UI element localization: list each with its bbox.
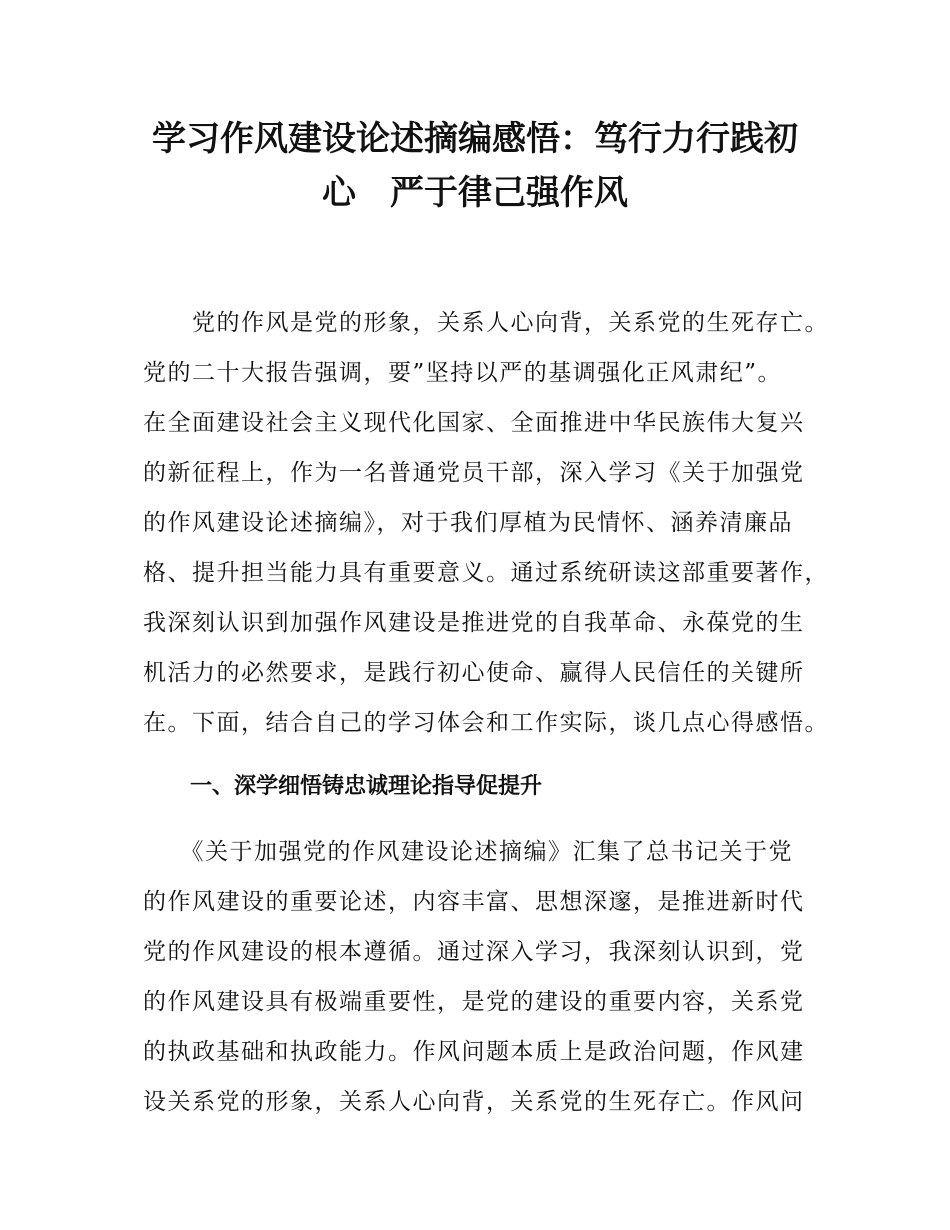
paragraph-line: 的执政基础和执政能力。作风问题本质上是政治问题，作风建 xyxy=(143,1039,805,1065)
paragraph-line: 党的作风建设的根本遵循。通过深入学习，我深刻认识到，党 xyxy=(143,939,805,965)
paragraph-line: 机活力的必然要求，是践行初心使命、赢得人民信任的关键所 xyxy=(143,660,805,686)
paragraph-line: 的作风建设论述摘编》，对于我们厚植为民情怀、涵养清廉品 xyxy=(143,510,793,536)
paragraph-line: 的作风建设具有极端重要性，是党的建设的重要内容，关系党 xyxy=(143,989,805,1015)
title-line-2: 心 严于律己强作风 xyxy=(322,173,628,213)
paragraph-line: 格、提升担当能力具有重要意义。通过系统研读这部重要著作， xyxy=(143,560,829,586)
document-title xyxy=(120,112,830,220)
paragraph-line: 设关系党的形象，关系人心向背，关系党的生死存亡。作风问 xyxy=(143,1089,805,1115)
paragraph-line: 《关于加强党的作风建设论述摘编》汇集了总书记关于党 xyxy=(143,839,793,865)
paragraph-line: 在全面建设社会主义现代化国家、全面推进中华民族伟大复兴 xyxy=(143,410,805,436)
paragraph-line: 的新征程上，作为一名普通党员干部，深入学习《关于加强党 xyxy=(143,460,805,486)
paragraph-line: 的作风建设的重要论述，内容丰富、思想深邃，是推进新时代 xyxy=(143,889,805,915)
paragraph-line: 我深刻认识到加强作风建设是推进党的自我革命、永葆党的生 xyxy=(143,610,805,636)
paragraph-line: 在。下面，结合自己的学习体会和工作实际，谈几点心得感悟。 xyxy=(143,710,829,736)
section-heading: 一、深学细悟铸忠诚理论指导促提升 xyxy=(190,774,543,799)
paragraph-line: 党的二十大报告强调，要”坚持以严的基调强化正风肃纪”。 xyxy=(143,360,783,386)
paragraph-line: 党的作风是党的形象，关系人心向背，关系党的生死存亡。 xyxy=(143,310,829,336)
title-line-1: 学习作风建设论述摘编感悟：笃行力行践初 xyxy=(152,119,798,159)
